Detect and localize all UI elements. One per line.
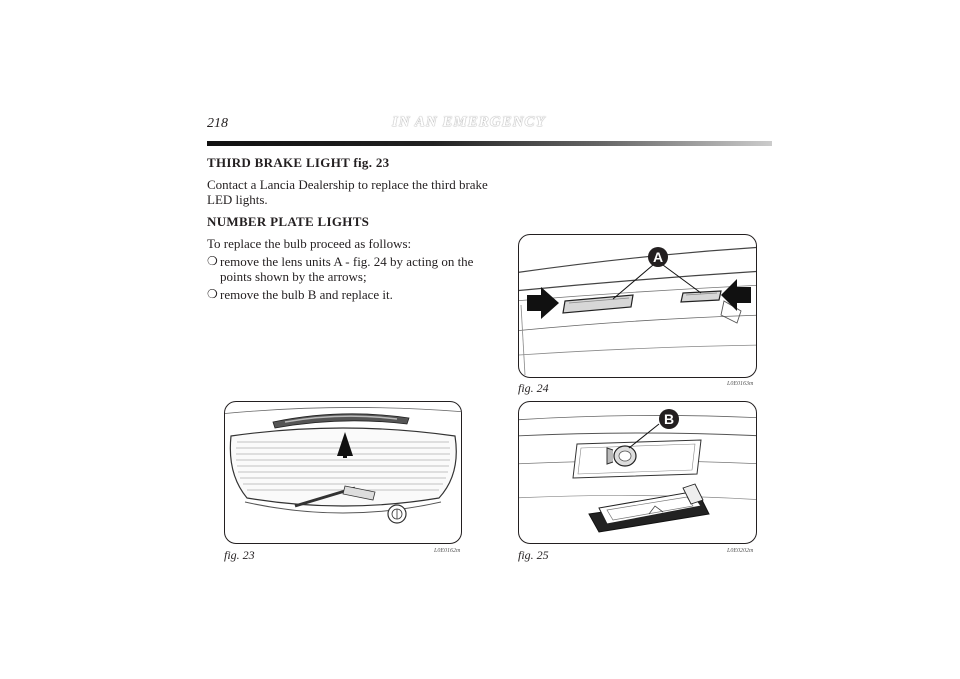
figure-25-illustration [518, 401, 757, 544]
arrow-right-icon [527, 287, 559, 319]
header-rule [207, 141, 772, 146]
section-title: IN AN EMERGENCY [392, 114, 546, 130]
number-plate-heading: NUMBER PLATE LIGHTS [207, 214, 370, 229]
list-item [207, 254, 490, 284]
bullet-icon: ❍ [207, 287, 218, 301]
fig25-drawing [519, 402, 756, 543]
bullet-icon: ❍ [207, 254, 218, 268]
fig23-caption: fig. 23 [224, 548, 255, 562]
text-column [207, 155, 490, 305]
callout-label-a: A [652, 249, 664, 265]
fig23-drawing [225, 402, 461, 543]
instruction-list [207, 254, 490, 302]
fig24-drawing [519, 235, 756, 377]
list-item-text: remove the lens units A - fig. 24 by acting on the points shown by the arrows; [220, 254, 474, 284]
third-brake-heading: THIRD BRAKE LIGHT fig. 23 [207, 155, 390, 170]
fig25-code: L0E0202m [727, 548, 754, 554]
figure-24-illustration [518, 234, 757, 378]
figure-23-illustration [224, 401, 462, 544]
fig23-code: L0E0162m [434, 548, 461, 554]
number-plate-intro: To replace the bulb proceed as follows: [207, 236, 412, 251]
callout-label-b: B [663, 411, 675, 427]
arrow-left-icon [721, 279, 751, 311]
fig24-code: L0E0163m [727, 381, 754, 387]
list-item [207, 287, 490, 302]
third-brake-text: Contact a Lancia Dealership to replace the third brake LED lights. [207, 177, 488, 207]
fig25-caption: fig. 25 [518, 548, 549, 562]
page-number: 218 [207, 116, 228, 131]
list-item-text: remove the bulb B and replace it. [220, 287, 393, 302]
fig24-caption: fig. 24 [518, 381, 549, 395]
